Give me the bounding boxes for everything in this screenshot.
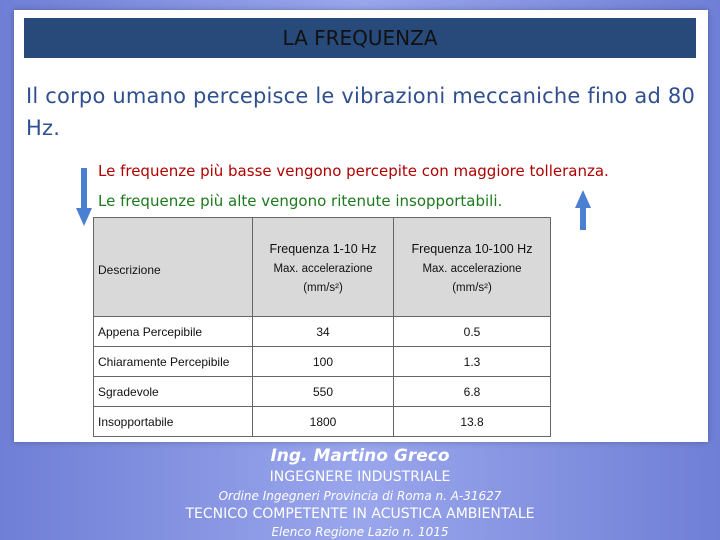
row-value-1-10: 34 — [253, 317, 394, 347]
header-f2-sub-a: Max. accelerazione — [422, 263, 522, 275]
header-frequency-1-10 — [253, 218, 394, 317]
row-description: Insopportabile — [94, 407, 253, 437]
header-frequency-10-100 — [394, 218, 551, 317]
vibration-table — [93, 217, 551, 437]
slide — [14, 10, 708, 442]
header-f1-label: Frequenza 1-10 Hz — [269, 242, 377, 256]
arrow-down-icon — [76, 168, 92, 228]
row-value-1-10: 550 — [253, 377, 394, 407]
header-f1-sub-a: Max. accelerazione — [273, 263, 373, 275]
row-description: Appena Percepibile — [94, 317, 253, 347]
row-value-10-100: 6.8 — [394, 377, 551, 407]
row-description: Chiaramente Percepibile — [94, 347, 253, 377]
row-value-10-100: 13.8 — [394, 407, 551, 437]
header-f2-label: Frequenza 10-100 Hz — [411, 242, 533, 256]
row-value-10-100: 0.5 — [394, 317, 551, 347]
arrow-up-icon — [575, 190, 591, 230]
row-value-1-10: 1800 — [253, 407, 394, 437]
footer-name: Ing. Martino Greco — [270, 446, 450, 466]
slide-title: LA FREQUENZA — [282, 26, 438, 50]
title-bar — [24, 16, 696, 58]
footer-role: INGEGNERE INDUSTRIALE — [269, 469, 451, 485]
row-description: Sgradevole — [94, 377, 253, 407]
footer-tech: TECNICO COMPETENTE IN ACUSTICA AMBIENTALE — [185, 506, 535, 522]
footer-order: Ordine Ingegneri Provincia di Roma n. A-31627 — [218, 489, 502, 503]
table-row — [94, 317, 551, 347]
table-header-row — [94, 218, 551, 317]
header-f1-sub-b: (mm/s²) — [303, 282, 343, 294]
intro-text: Il corpo umano percepisce le vibrazioni meccaniche fino ad 80 Hz. — [26, 84, 696, 140]
footer-list: Elenco Regione Lazio n. 1015 — [271, 525, 449, 539]
table-row — [94, 347, 551, 377]
header-description: Descrizione — [94, 218, 253, 317]
row-value-10-100: 1.3 — [394, 347, 551, 377]
high-frequency-note: Le frequenze più alte vengono ritenute insopportabili. — [98, 192, 503, 210]
header-f2-sub-b: (mm/s²) — [452, 282, 492, 294]
low-frequency-note: Le frequenze più basse vengono percepite con maggiore tolleranza. — [98, 162, 609, 180]
table-row — [94, 407, 551, 437]
row-value-1-10: 100 — [253, 347, 394, 377]
table-row — [94, 377, 551, 407]
footer — [0, 442, 720, 540]
